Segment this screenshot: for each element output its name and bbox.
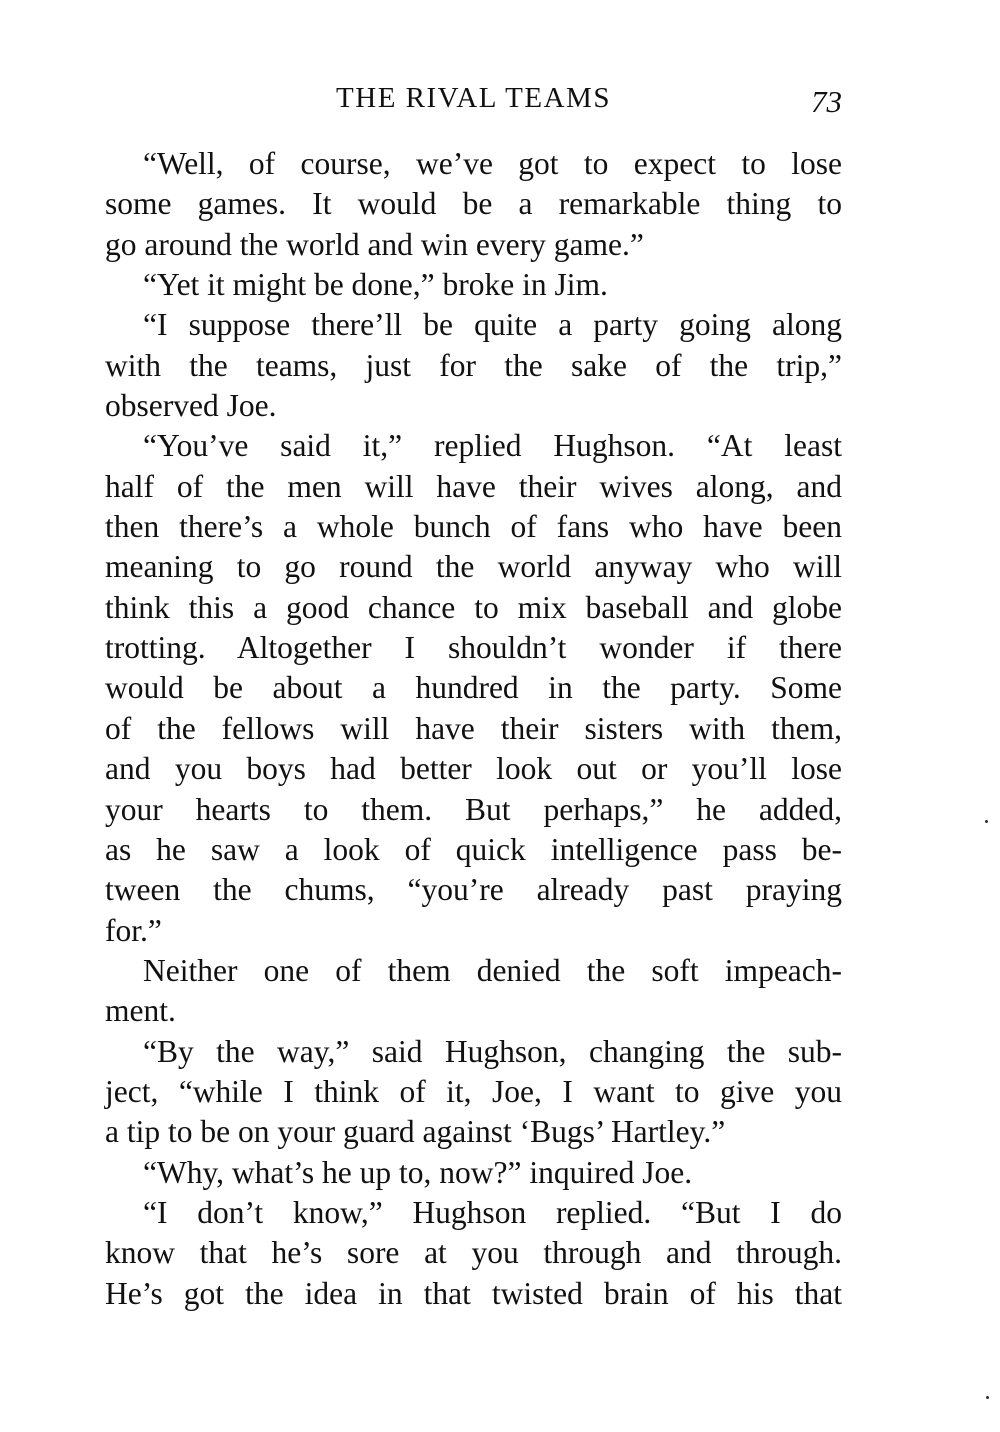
text-line: ject, “while I think of it, Joe, I want to give you: [105, 1073, 842, 1109]
text-line: Neither one of them denied the soft impeach-: [143, 952, 842, 988]
running-head: [105, 78, 842, 118]
text-line: meaning to go round the world anyway who will: [105, 549, 842, 585]
text-line: “I suppose there’ll be quite a party going along: [143, 307, 842, 343]
text-line: go around the world and win every game.”: [105, 226, 644, 262]
text-line: know that he’s sore at you through and through.: [105, 1235, 842, 1271]
margin-speck: [985, 820, 988, 823]
text-line: some games. It would be a remarkable thing to: [105, 186, 842, 222]
text-line: observed Joe.: [105, 388, 277, 424]
text-line: then there’s a whole bunch of fans who have been: [105, 509, 842, 545]
text-line: He’s got the idea in that twisted brain of his that: [105, 1275, 842, 1311]
text-line: trotting. Altogether I shouldn’t wonder if there: [105, 630, 842, 666]
body-text: [105, 144, 842, 1314]
chapter-title: THE RIVAL TEAMS: [336, 82, 611, 114]
text-line: “By the way,” said Hughson, changing the sub-: [143, 1033, 842, 1069]
text-line: “You’ve said it,” replied Hughson. “At least: [143, 428, 842, 464]
text-line: of the fellows will have their sisters with them,: [105, 710, 842, 746]
text-line: “Why, what’s he up to, now?” inquired Joe.: [143, 1154, 693, 1190]
text-line: your hearts to them. But perhaps,” he added,: [105, 791, 842, 827]
text-line: think this a good chance to mix baseball and globe: [105, 589, 842, 625]
text-line: with the teams, just for the sake of the trip,”: [105, 347, 842, 383]
text-line: tween the chums, “you’re already past praying: [105, 872, 842, 908]
text-line: a tip to be on your guard against ‘Bugs’ Hartley.”: [105, 1114, 726, 1150]
text-line: and you boys had better look out or you’ll lose: [105, 751, 842, 787]
text-line: for.”: [105, 912, 162, 948]
text-line: half of the men will have their wives along, and: [105, 468, 842, 504]
text-line: “I don’t know,” Hughson replied. “But I do: [143, 1194, 842, 1230]
margin-speck: [986, 1396, 989, 1399]
text-line: “Yet it might be done,” broke in Jim.: [143, 267, 608, 303]
text-line: would be about a hundred in the party. Some: [105, 670, 842, 706]
text-line: “Well, of course, we’ve got to expect to lose: [143, 146, 842, 181]
page-number: 73: [811, 84, 842, 119]
text-line: as he saw a look of quick intelligence pass be-: [105, 831, 842, 867]
text-line: ment.: [105, 993, 176, 1029]
